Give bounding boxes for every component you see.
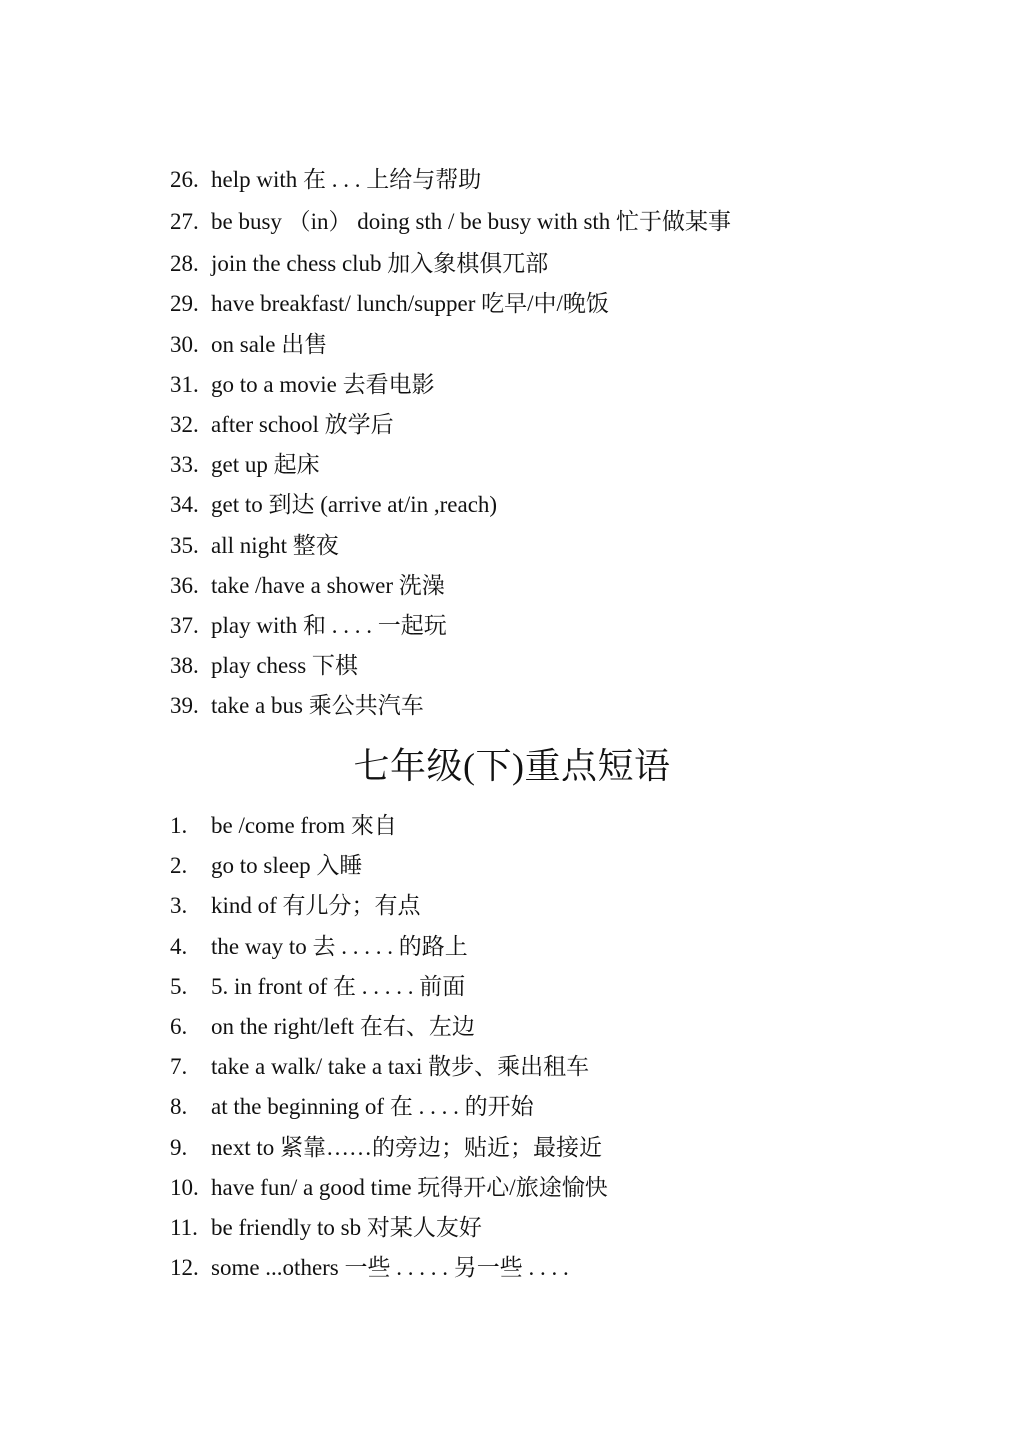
item-text: have breakfast/ lunch/supper 吃早/中/晚饭 [211, 291, 609, 317]
list-item [170, 325, 731, 365]
item-text: all night 整夜 [211, 532, 339, 558]
item-text: be /come from 來自 [211, 813, 397, 838]
list-item [170, 646, 731, 686]
item-text: have fun/ a good time 玩得开心/旅途愉快 [211, 1174, 608, 1200]
list-item [170, 244, 731, 284]
item-number: 3. [170, 893, 188, 919]
list-item [170, 1087, 608, 1127]
item-text: be friendly to sb 对某人友好 [211, 1214, 482, 1240]
list-item [170, 526, 731, 566]
item-number: 8. [170, 1094, 188, 1120]
item-text: on the right/left 在右、左边 [211, 1013, 475, 1039]
item-text: play with 和 . . . . 一起玩 [211, 612, 447, 638]
item-number: 7. [170, 1054, 188, 1080]
item-number: 33. [170, 452, 199, 478]
list-item [170, 1128, 608, 1168]
phrase-list-part-1 [170, 160, 731, 726]
list-item [170, 1248, 608, 1288]
item-text: get to 到达 (arrive at/in ,reach) [211, 492, 498, 518]
item-number: 31. [170, 371, 199, 397]
list-item [170, 1208, 608, 1248]
item-number: 36. [170, 572, 199, 598]
list-item [170, 284, 731, 324]
item-number: 39. [170, 693, 199, 719]
item-text: the way to 去 . . . . . 的路上 [211, 933, 468, 959]
list-item [170, 686, 731, 726]
item-number: 37. [170, 612, 199, 638]
item-number: 29. [170, 291, 199, 317]
item-text: on sale 出售 [211, 331, 328, 357]
item-text: go to a movie 去看电影 [211, 371, 435, 397]
item-text: be busy （in） doing sth / be busy with sth 忙于做某事 [211, 209, 732, 235]
item-text: get up 起床 [211, 452, 320, 478]
list-item [170, 806, 608, 846]
list-item [170, 445, 731, 485]
list-item [170, 200, 731, 244]
item-text: kind of 有儿分；有点 [211, 893, 421, 919]
item-number: 27. [170, 209, 199, 235]
item-number: 35. [170, 532, 199, 558]
item-number: 10. [170, 1174, 199, 1200]
item-number: 26. [170, 167, 199, 192]
item-text: at the beginning of 在 . . . . 的开始 [211, 1094, 534, 1120]
item-number: 11. [170, 1214, 198, 1240]
list-item [170, 405, 731, 445]
item-text: play chess 下棋 [211, 653, 358, 679]
item-number: 28. [170, 251, 199, 277]
item-number: 38. [170, 653, 199, 679]
item-text: help with 在 . . . 上给与帮助 [211, 167, 482, 192]
list-item [170, 846, 608, 886]
item-number: 4. [170, 933, 188, 959]
item-text: take a bus 乘公共汽车 [211, 693, 424, 719]
list-item [170, 160, 731, 200]
item-number: 34. [170, 492, 199, 518]
item-number: 12. [170, 1255, 199, 1281]
list-item [170, 927, 608, 967]
item-text: take /have a shower 洗澡 [211, 572, 445, 598]
list-item [170, 886, 608, 926]
item-number: 2. [170, 853, 188, 879]
item-number: 1. [170, 813, 188, 838]
item-number: 32. [170, 411, 199, 437]
item-text: 5. in front of 在 . . . . . 前面 [211, 973, 466, 999]
list-item [170, 1168, 608, 1208]
item-text: take a walk/ take a taxi 散步、乘出租车 [211, 1054, 590, 1080]
item-number: 5. [170, 973, 188, 999]
list-item [170, 1007, 608, 1047]
list-item [170, 606, 731, 646]
item-text: next to 紧靠……的旁边；贴近；最接近 [211, 1134, 602, 1160]
item-text: after school 放学后 [211, 411, 394, 437]
item-text: join the chess club 加入象棋俱兀部 [211, 251, 549, 277]
item-number: 9. [170, 1134, 188, 1160]
section-heading: 七年级(下)重点短语 [353, 746, 671, 786]
phrase-list-part-2 [170, 806, 608, 1288]
item-number: 30. [170, 331, 199, 357]
list-item [170, 566, 731, 606]
item-text: go to sleep 入睡 [211, 853, 363, 879]
item-text: some ...others 一些 . . . . . 另一些 . . . . [211, 1255, 569, 1281]
list-item [170, 365, 731, 405]
list-item [170, 485, 731, 525]
item-number: 6. [170, 1013, 188, 1039]
list-item [170, 1047, 608, 1087]
list-item [170, 967, 608, 1007]
